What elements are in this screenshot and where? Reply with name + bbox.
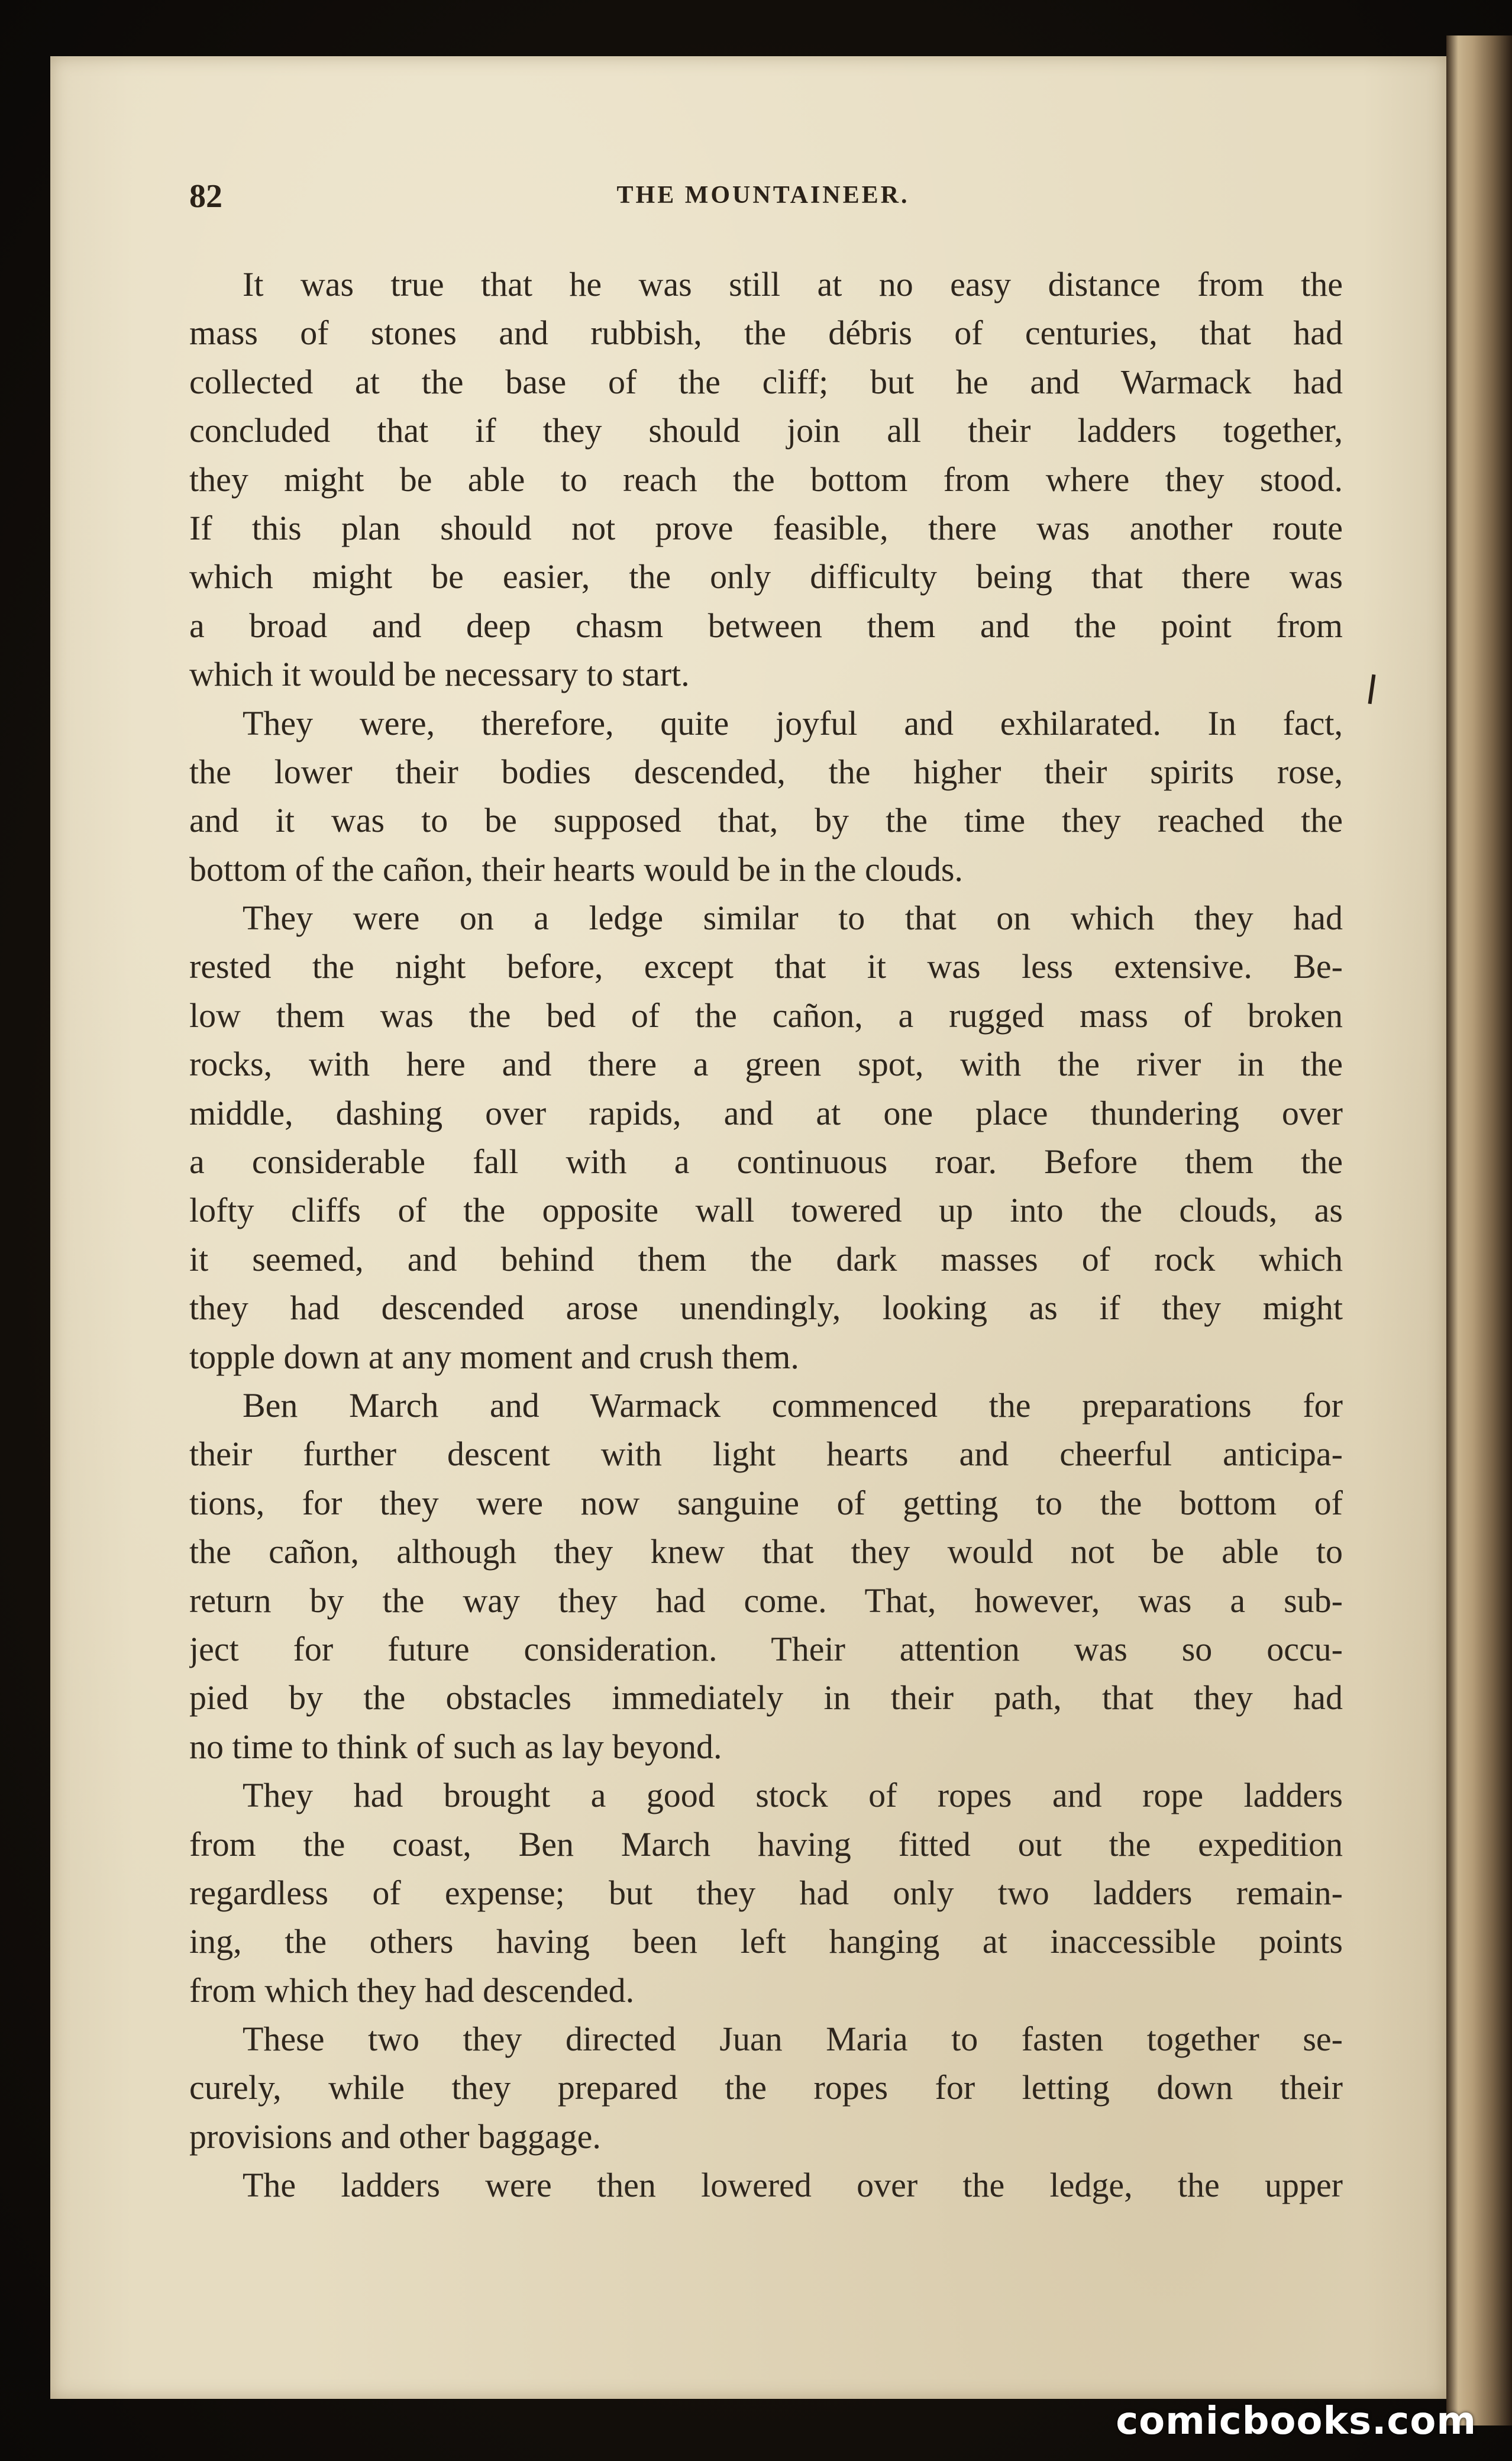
text-line: the lower their bodies descended, the higher their spirits rose, — [189, 752, 1343, 791]
text-line: collected at the base of the cliff; but he and Warmack had — [189, 362, 1343, 401]
text-line: The ladders were then lowered over the ledge, the upper — [243, 2166, 1343, 2205]
text-line: from which they had descended. — [189, 1971, 635, 2010]
text-line: which it would be necessary to start. — [189, 655, 690, 694]
text-line: the cañon, although they knew that they would not be able to — [189, 1532, 1343, 1571]
text-line: middle, dashing over rapids, and at one place thundering over — [189, 1093, 1343, 1132]
text-line: no time to think of such as lay beyond. — [189, 1727, 722, 1766]
text-line: mass of stones and rubbish, the débris of centuries, that had — [189, 314, 1343, 353]
page-number: 82 — [189, 178, 222, 215]
text-line: rocks, with here and there a green spot, with the river in the — [189, 1045, 1343, 1084]
text-line: from the coast, Ben March having fitted out the expedition — [189, 1824, 1343, 1863]
text-line: a considerable fall with a continuous roar. Before them the — [189, 1142, 1343, 1181]
text-line: it seemed, and behind them the dark masses of rock which — [189, 1239, 1343, 1278]
next-page-edge — [1446, 35, 1512, 2426]
running-head: THE MOUNTAINEER. — [616, 182, 910, 209]
text-line: topple down at any moment and crush them. — [189, 1337, 799, 1376]
text-line: their further descent with light hearts and cheerful anticipa- — [189, 1435, 1343, 1474]
text-line: They had brought a good stock of ropes and rope ladders — [243, 1776, 1343, 1815]
text-line: tions, for they were now sanguine of getting to the bottom of — [189, 1483, 1343, 1522]
site-watermark: comicbooks.com — [1116, 2399, 1477, 2443]
text-line: rested the night before, except that it was less extensive. Be- — [189, 947, 1343, 986]
text-line: they had descended arose unendingly, looking as if they might — [189, 1288, 1343, 1328]
text-line: It was true that he was still at no easy distance from the — [243, 265, 1343, 303]
text-line: they might be able to reach the bottom from where they stood. — [189, 460, 1343, 499]
page-header — [189, 177, 1337, 225]
text-line: ing, the others having been left hanging at inaccessible points — [189, 1922, 1343, 1961]
text-line: a broad and deep chasm between them and the point from — [189, 606, 1343, 645]
text-line: and it was to be supposed that, by the time they reached the — [189, 801, 1343, 840]
text-line: low them was the bed of the cañon, a rugged mass of broken — [189, 996, 1343, 1035]
text-line: concluded that if they should join all their ladders together, — [189, 411, 1343, 450]
text-line: regardless of expense; but they had only two ladders remain- — [189, 1873, 1343, 1912]
body-text — [189, 260, 1343, 2210]
text-line: which might be easier, the only difficulty being that there was — [189, 557, 1343, 596]
text-line: bottom of the cañon, their hearts would be in the clouds. — [189, 850, 963, 889]
text-line: pied by the obstacles immediately in their path, that they had — [189, 1678, 1343, 1717]
text-line: If this plan should not prove feasible, there was another route — [189, 508, 1343, 547]
text-line: return by the way they had come. That, however, was a sub- — [189, 1581, 1343, 1620]
text-line: Ben March and Warmack commenced the preparations for — [243, 1385, 1343, 1425]
text-line: provisions and other baggage. — [189, 2117, 601, 2156]
text-line: These two they directed Juan Maria to fasten together se- — [243, 2020, 1343, 2059]
text-line: lofty cliffs of the opposite wall towered up into the clouds, as — [189, 1191, 1343, 1230]
text-line: They were on a ledge similar to that on which they had — [243, 899, 1343, 938]
text-line: ject for future consideration. Their attention was so occu- — [189, 1629, 1343, 1668]
text-line: curely, while they prepared the ropes for letting down their — [189, 2068, 1343, 2107]
text-line: They were, therefore, quite joyful and exhilarated. In fact, — [243, 703, 1343, 742]
